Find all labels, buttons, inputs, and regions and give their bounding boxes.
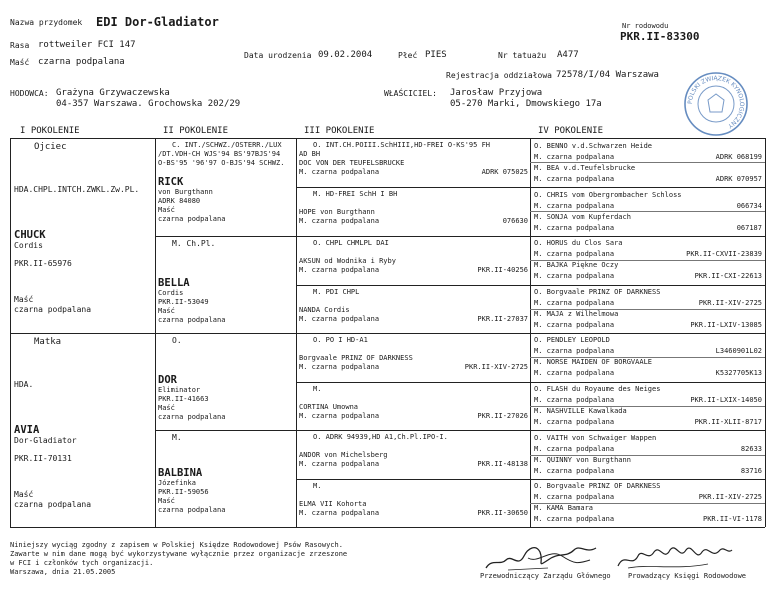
gen3-7-name: ANDOR von Michelsberg: [299, 451, 388, 459]
owner-name: Jarosław Przyjowa: [450, 88, 543, 98]
breeder-label: HODOWCA:: [10, 89, 49, 98]
mother-role: Matka: [34, 337, 62, 347]
gen4-1-row-2: [534, 152, 762, 163]
gen4-ancestor-name: M. BEA v.d.Teufelsbrucke: [534, 164, 636, 172]
gen4-4-row-4: [534, 320, 762, 331]
owner-label: WŁAŚCICIEL:: [384, 89, 437, 98]
gen4-ancestor-color: M. czarna podpalana: [534, 320, 615, 329]
gen2-4-color-label: Maść: [158, 497, 175, 505]
gen4-ancestor-name: M. KAMA Bamara: [534, 504, 594, 513]
gen4-5-row-3: [534, 357, 762, 368]
color-label: Maść: [10, 58, 30, 67]
gen4-ancestor-name: O. PENDLEY LEOPOLD: [534, 336, 610, 345]
mother-titles: HDA.: [14, 380, 34, 389]
gen4-8-row-1: [534, 481, 762, 492]
gen2-cell-3: [158, 336, 294, 429]
branch-label: Rejestracja oddziałowa: [446, 71, 552, 80]
gen2-2-color: czarna podpalana: [158, 316, 226, 324]
breed-value: rottweiler FCI 147: [38, 40, 136, 50]
gen4-ancestor-color: M. czarna podpalana: [534, 201, 615, 210]
gen3-3-name: AKSUN od Wodnika i Ryby: [299, 257, 396, 265]
gen4-ancestor-reg: PKR.II-XIV-2725: [698, 493, 762, 502]
gen3-1-reg: ADRK 075025: [481, 168, 528, 176]
gen4-6-row-4: [534, 417, 762, 428]
father-role: Ojciec: [34, 142, 67, 152]
gen4-2-row-1: [534, 190, 762, 201]
signature-chairman-label: Przewodniczący Zarządu Głównego: [480, 572, 611, 580]
gen1-mother: [14, 337, 152, 525]
gen4-2-row-4: [534, 223, 762, 234]
gen3-cell-3: [299, 239, 528, 284]
owner-address: 05-270 Marki, Dmowskiego 17a: [450, 99, 602, 109]
gen4-cell-4: [534, 287, 762, 332]
mother-reg: PKR.II-70131: [14, 454, 72, 463]
gen4-ancestor-color: M. czarna podpalana: [534, 153, 615, 161]
birth-label: Data urodzenia: [244, 51, 312, 60]
gen4-8-row-4: [534, 514, 762, 525]
gen4-cell-1: [534, 141, 762, 186]
father-reg: PKR.II-65976: [14, 259, 72, 268]
gen4-ancestor-reg: ADRK 070957: [715, 175, 762, 183]
gen4-ancestor-color: M. czarna podpalana: [534, 272, 615, 281]
gen3-2-color: M. czarna podpalana: [299, 217, 380, 225]
gen3-cell-4: [299, 288, 528, 332]
gen4-ancestor-reg: 067187: [736, 223, 762, 232]
gen2-cell-2: [158, 239, 294, 332]
gen4-cell-3: [534, 238, 762, 283]
gen3-8-reg: PKR.II-30650: [477, 509, 528, 517]
gen3-1-name: DOC VON DER TEUFELSBRUCKE: [299, 159, 405, 167]
gen2-4-title-1: M.: [172, 433, 182, 442]
father-kennel: Cordis: [14, 241, 43, 250]
gen3-1-row: [299, 168, 528, 177]
gen4-3-row-1: [534, 238, 762, 249]
gen2-2-color-label: Maść: [158, 307, 175, 315]
gen3-7-reg: PKR.II-48138: [477, 460, 528, 468]
gen2-3-kennel: Eliminator: [158, 386, 201, 394]
gen3-7-title-1: O. ADRK 94939,HD A1,Ch.Pl.IPO-I.: [313, 433, 448, 441]
generation-header-4: IV POKOLENIE: [538, 126, 604, 136]
gen4-ancestor-name: M. NASHVILLE Kawalkada: [534, 407, 627, 415]
gen3-3-title-1: O. CHPL CHMLPL DAI: [313, 239, 389, 247]
mother-color: czarna podpalana: [14, 500, 92, 509]
gen3-5-name: Borgvaale PRINZ OF DARKNESS: [299, 354, 413, 362]
birth-value: 09.02.2004: [318, 50, 373, 60]
signature-registrar: [608, 538, 738, 576]
gen2-4-name: BALBINA: [158, 467, 203, 479]
gen3-5-color: M. czarna podpalana: [299, 363, 380, 371]
gen3-cell-8: [299, 482, 528, 526]
gen2-1-title-3: O-BS'95 '96'97 O-BJS'94 SCHWZ.: [158, 159, 285, 167]
gen4-ancestor-color: M. czarna podpalana: [534, 515, 615, 524]
gen4-ancestor-name: O. FLASH du Royaume des Neiges: [534, 385, 661, 393]
gen4-4-row-1: [534, 287, 762, 298]
gen4-ancestor-name: O. HORUS du Clos Sara: [534, 239, 623, 248]
gen3-6-name: CORTINA Umowna: [299, 403, 359, 411]
color-value: czarna podpalana: [38, 57, 125, 67]
gen4-ancestor-color: M. czarna podpalana: [534, 493, 615, 502]
gen4-ancestor-reg: PKR.II-LXIV-13085: [690, 320, 762, 329]
footer-line-4: Warszawa, dnia 21.05.2005: [10, 568, 116, 576]
gen3-2-reg: 076630: [502, 217, 528, 225]
mother-kennel: Dor-Gladiator: [14, 436, 77, 445]
breeder-name: Grażyna Grzywaczewska: [56, 88, 170, 98]
gen2-cell-4: [158, 433, 294, 526]
gen4-3-row-4: [534, 271, 762, 282]
gen4-1-row-4: [534, 174, 762, 185]
gen4-3-row-3: [534, 260, 762, 271]
gen4-8-row-3: [534, 503, 762, 514]
sex-value: PIES: [425, 50, 447, 60]
gen3-6-reg: PKR.II-27026: [477, 412, 528, 420]
gen3-8-title-1: M.: [313, 482, 322, 490]
breed-label: Rasa: [10, 41, 30, 50]
footer-line-2: Zawarte w nim dane mogą być wykorzystywane wyłącznie przez organizacje zrzeszone: [10, 550, 348, 558]
father-color-label: Maść: [14, 295, 34, 304]
gen4-cell-2: [534, 190, 762, 235]
gen3-6-color: M. czarna podpalana: [299, 412, 380, 420]
gen4-ancestor-reg: PKR.II-CXI-22613: [694, 272, 762, 281]
gen4-ancestor-reg: PKR.II-XLII-8717: [694, 418, 762, 426]
gen2-2-name: BELLA: [158, 277, 190, 289]
gen4-ancestor-reg: PKR.II-VI-1178: [702, 515, 762, 524]
gen3-6-row: [299, 412, 528, 421]
gen3-7-color: M. czarna podpalana: [299, 460, 380, 468]
gen4-ancestor-color: M. czarna podpalana: [534, 444, 615, 453]
gen4-1-row-1: [534, 141, 762, 152]
gen4-ancestor-name: O. CHRIS vom Obergrombacher Schloss: [534, 190, 682, 199]
tattoo-value: A477: [557, 50, 579, 60]
generation-header-1: I POKOLENIE: [20, 126, 80, 136]
gen3-1-title-1: O. INT.CH.POIII.SchHIII,HD-FREI O-KS'95 FH: [313, 141, 491, 149]
mother-color-label: Maść: [14, 490, 34, 499]
gen4-7-row-1: [534, 433, 762, 444]
gen2-1-kennel: von Burgthann: [158, 188, 213, 196]
gen2-3-reg: PKR.II-41663: [158, 395, 209, 403]
gen3-cell-7: [299, 433, 528, 478]
gen2-2-title-1: M. Ch.Pl.: [172, 239, 216, 248]
gen4-ancestor-reg: ADRK 068199: [715, 153, 762, 161]
gen4-ancestor-reg: 066734: [736, 201, 762, 210]
gen2-cell-1: [158, 141, 294, 235]
dog-name: EDI Dor-Gladiator: [96, 15, 219, 29]
gen4-2-row-3: [534, 212, 762, 223]
gen2-1-reg: ADRK 84080: [158, 197, 201, 205]
gen2-1-title-1: C. INT./SCHWZ./OSTERR./LUX: [172, 141, 282, 149]
gen4-3-row-2: [534, 249, 762, 260]
gen3-5-row: [299, 363, 528, 372]
gen2-4-reg: PKR.II-59056: [158, 488, 209, 496]
gen4-4-row-2: [534, 298, 762, 309]
sex-label: Płeć: [398, 51, 418, 60]
gen3-cell-5: [299, 336, 528, 381]
gen2-4-kennel: Józefinka: [158, 479, 196, 487]
gen3-2-name: HOPE von Burgthann: [299, 208, 375, 216]
gen4-1-row-3: [534, 163, 762, 174]
gen4-ancestor-color: M. czarna podpalana: [534, 369, 615, 378]
gen3-4-reg: PKR.II-27037: [477, 315, 528, 323]
regno-label: Nr rodowodu: [622, 22, 669, 30]
gen4-ancestor-reg: PKR.II-LXIX-14050: [690, 396, 762, 404]
footer-line-1: Niniejszy wyciąg zgodny z zapisem w Polskiej Księdze Rodowodowej Psów Rasowych.: [10, 541, 343, 549]
signature-registrar-label: Prowadzący Księgi Rodowodowe: [628, 572, 747, 580]
gen4-ancestor-reg: PKR.II-XIV-2725: [698, 298, 762, 307]
gen3-4-color: M. czarna podpalana: [299, 315, 380, 323]
gen3-3-color: M. czarna podpalana: [299, 266, 380, 274]
gen4-7-row-2: [534, 444, 762, 455]
tattoo-label: Nr tatuażu: [498, 51, 547, 60]
gen4-ancestor-name: O. BENNO v.d.Schwarzen Heide: [534, 142, 653, 150]
gen4-ancestor-name: O. Borgvaale PRINZ OF DARKNESS: [534, 287, 661, 296]
gen3-2-row: [299, 217, 528, 226]
gen1-father: [14, 142, 152, 330]
gen3-1-color: M. czarna podpalana: [299, 168, 380, 176]
gen4-7-row-3: [534, 455, 762, 466]
gen4-ancestor-name: M. BAJKA Piękne Oczy: [534, 261, 619, 270]
gen3-3-row: [299, 266, 528, 275]
gen2-2-reg: PKR.II-53049: [158, 298, 209, 306]
gen4-cell-7: [534, 433, 762, 478]
gen4-6-row-2: [534, 395, 762, 406]
gen2-3-color-label: Maść: [158, 404, 175, 412]
gen3-cell-2: [299, 190, 528, 235]
gen4-ancestor-color: M. czarna podpalana: [534, 223, 615, 232]
svg-text:POLSKI ZWIĄZEK KYNOLOGICZNY: [687, 75, 745, 130]
mother-name: AVIA: [14, 424, 40, 436]
gen4-5-row-2: [534, 346, 762, 357]
gen4-5-row-1: [534, 335, 762, 346]
gen2-3-title-1: O.: [172, 336, 182, 345]
breeder-address: 04-357 Warszawa. Grochowska 202/29: [56, 99, 241, 109]
gen4-ancestor-color: M. czarna podpalana: [534, 250, 615, 259]
gen4-6-row-1: [534, 384, 762, 395]
gen4-ancestor-reg: L3460901L02: [715, 347, 762, 356]
generation-header-2: II POKOLENIE: [163, 126, 229, 136]
gen3-8-row: [299, 509, 528, 518]
gen4-cell-6: [534, 384, 762, 429]
father-name: CHUCK: [14, 229, 46, 241]
gen3-1-title-2: AD BH: [299, 150, 321, 158]
gen3-3-reg: PKR.II-40256: [477, 266, 528, 274]
gen4-ancestor-name: M. NORSE MAIDEN OF BORGVAALE: [534, 358, 653, 367]
father-titles: HDA.CHPL.INTCH.ZWKL.Zw.PL.: [14, 185, 140, 194]
gen2-2-kennel: Cordis: [158, 289, 184, 297]
gen4-cell-5: [534, 335, 762, 380]
gen4-6-row-3: [534, 406, 762, 417]
gen4-ancestor-color: M. czarna podpalana: [534, 466, 615, 475]
gen3-8-name: ELMA VII Kohorta: [299, 500, 367, 508]
gen3-4-name: NANDA Cordis: [299, 306, 350, 314]
gen3-5-title-1: O. PO I HD-A1: [313, 336, 368, 344]
gen4-5-row-4: [534, 368, 762, 379]
gen4-ancestor-color: M. czarna podpalana: [534, 347, 615, 356]
gen4-4-row-3: [534, 309, 762, 320]
gen4-ancestor-color: M. czarna podpalana: [534, 298, 615, 307]
gen4-8-row-2: [534, 492, 762, 503]
gen3-cell-1: [299, 141, 528, 186]
gen2-3-color: czarna podpalana: [158, 413, 226, 421]
father-color: czarna podpalana: [14, 305, 92, 314]
gen3-2-title-1: M. HD-FREI SchH I BH: [313, 190, 398, 198]
gen4-ancestor-reg: 82633: [740, 444, 762, 453]
stamp-text: POLSKI ZWIĄZEK KYNOLOGICZNY: [686, 74, 746, 130]
generation-header-3: III POKOLENIE: [304, 126, 375, 136]
gen4-ancestor-reg: K5327705K13: [715, 369, 762, 378]
gen4-ancestor-color: M. czarna podpalana: [534, 396, 615, 404]
regno-value: PKR.II-83300: [620, 30, 700, 43]
gen2-4-color: czarna podpalana: [158, 506, 226, 514]
signature-chairman: [478, 538, 608, 576]
footer-line-3: w FCI i członków tych organizacji.: [10, 559, 154, 567]
gen4-ancestor-color: M. czarna podpalana: [534, 418, 615, 426]
gen2-1-color-label: Maść: [158, 206, 175, 214]
gen3-5-reg: PKR.II-XIV-2725: [464, 363, 528, 371]
gen3-8-color: M. czarna podpalana: [299, 509, 380, 517]
gen2-1-color: czarna podpalana: [158, 215, 226, 223]
gen4-ancestor-color: M. czarna podpalana: [534, 175, 615, 183]
name-label: Nazwa przydomek: [10, 18, 83, 27]
gen3-4-row: [299, 315, 528, 324]
gen3-7-row: [299, 460, 528, 469]
gen3-6-title-1: M.: [313, 385, 322, 393]
gen4-ancestor-name: O. VAITH von Schwaiger Wappen: [534, 433, 657, 442]
gen4-ancestor-name: O. Borgvaale PRINZ OF DARKNESS: [534, 482, 661, 491]
gen2-1-name: RICK: [158, 176, 184, 188]
gen4-cell-8: [534, 481, 762, 526]
gen3-cell-6: [299, 385, 528, 429]
gen3-4-title-1: M. PDI CHPL: [313, 288, 360, 296]
gen4-ancestor-name: M. QUINNY von Burgthann: [534, 455, 631, 464]
gen4-ancestor-reg: 83716: [740, 466, 762, 475]
gen2-1-title-2: /DT.VDH-CH WJS'94 BS'97BJS'94: [158, 150, 281, 158]
gen2-3-name: DOR: [158, 374, 177, 386]
gen4-7-row-4: [534, 466, 762, 477]
gen4-ancestor-name: M. MAJA z Wilhelmowa: [534, 309, 619, 318]
gen4-ancestor-name: M. SONJA vom Kupferdach: [534, 212, 631, 221]
branch-value: 72578/I/04 Warszawa: [556, 70, 659, 80]
official-stamp: [682, 70, 750, 138]
gen4-ancestor-reg: PKR.II-CXVII-23839: [686, 250, 762, 259]
gen4-2-row-2: [534, 201, 762, 212]
